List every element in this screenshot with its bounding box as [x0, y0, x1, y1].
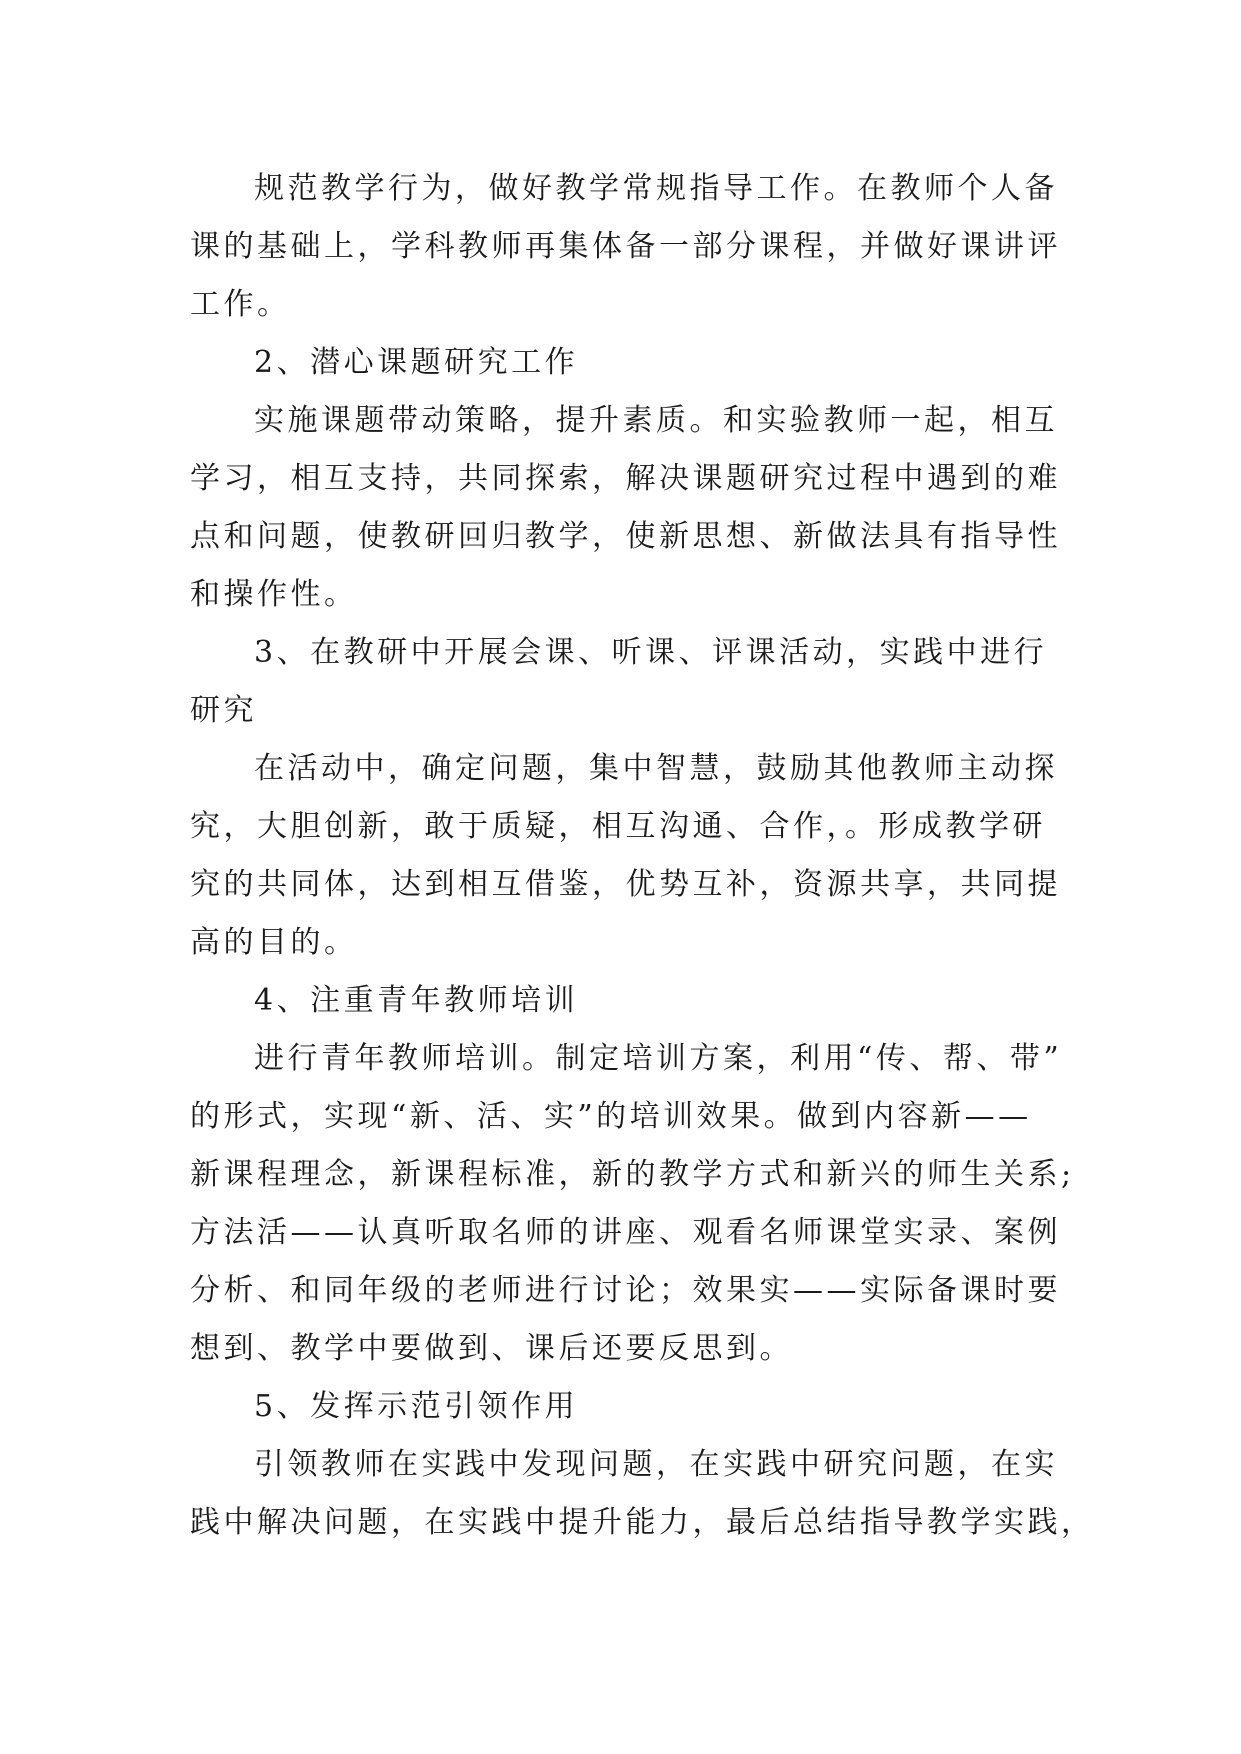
text-line: 在活动中，确定问题，集中智慧，鼓励其他教师主动探 — [254, 751, 1058, 786]
text-line: 课的基础上，学科教师再集体备一部分课程，并做好课讲评 — [190, 229, 1061, 264]
text-line: 践中解决问题，在实践中提升能力，最后总结指导教学实践， — [190, 1505, 1095, 1540]
text-line: 2、潜心课题研究工作 — [254, 345, 579, 380]
text-line: 和操作性。 — [190, 577, 358, 612]
text-line: 的形式，实现“新、活、实”的培训效果。做到内容新—— — [190, 1099, 1032, 1134]
text-line: 引领教师在实践中发现问题，在实践中研究问题，在实 — [254, 1447, 1058, 1482]
text-line: 学习，相互支持，共同探索，解决课题研究过程中遇到的难 — [190, 461, 1061, 496]
document-body — [190, 160, 1095, 1552]
text-line: 究，大胆创新，敢于质疑，相互沟通、合作，。形成教学研 — [190, 809, 1046, 844]
text-line: 想到、教学中要做到、课后还要反思到。 — [190, 1331, 793, 1366]
text-line: 点和问题，使教研回归教学，使新思想、新做法具有指导性 — [190, 519, 1061, 554]
text-line: 究的共同体，达到相互借鉴，优势互补，资源共享，共同提 — [190, 867, 1061, 902]
text-line: 高的目的。 — [190, 925, 358, 960]
text-line: 5、发挥示范引领作用 — [254, 1389, 579, 1424]
text-line: 新课程理念，新课程标准，新的教学方式和新兴的师生关系; — [190, 1157, 1075, 1192]
text-line: 规范教学行为，做好教学常规指导工作。在教师个人备 — [254, 171, 1058, 206]
text-line: 4、注重青年教师培训 — [254, 983, 579, 1018]
text-line: 3、在教研中开展会课、听课、评课活动，实践中进行 — [254, 635, 1048, 670]
text-line: 分析、和同年级的老师进行讨论；效果实——实际备课时要 — [190, 1273, 1061, 1308]
text-line: 研究 — [190, 693, 257, 728]
text-line: 实施课题带动策略，提升素质。和实验教师一起，相互 — [254, 403, 1058, 438]
text-line: 工作。 — [190, 287, 291, 322]
text-line: 进行青年教师培训。制定培训方案，利用“传、帮、带” — [254, 1041, 1063, 1076]
text-line: 方法活——认真听取名师的讲座、观看名师课堂实录、案例 — [190, 1215, 1061, 1250]
